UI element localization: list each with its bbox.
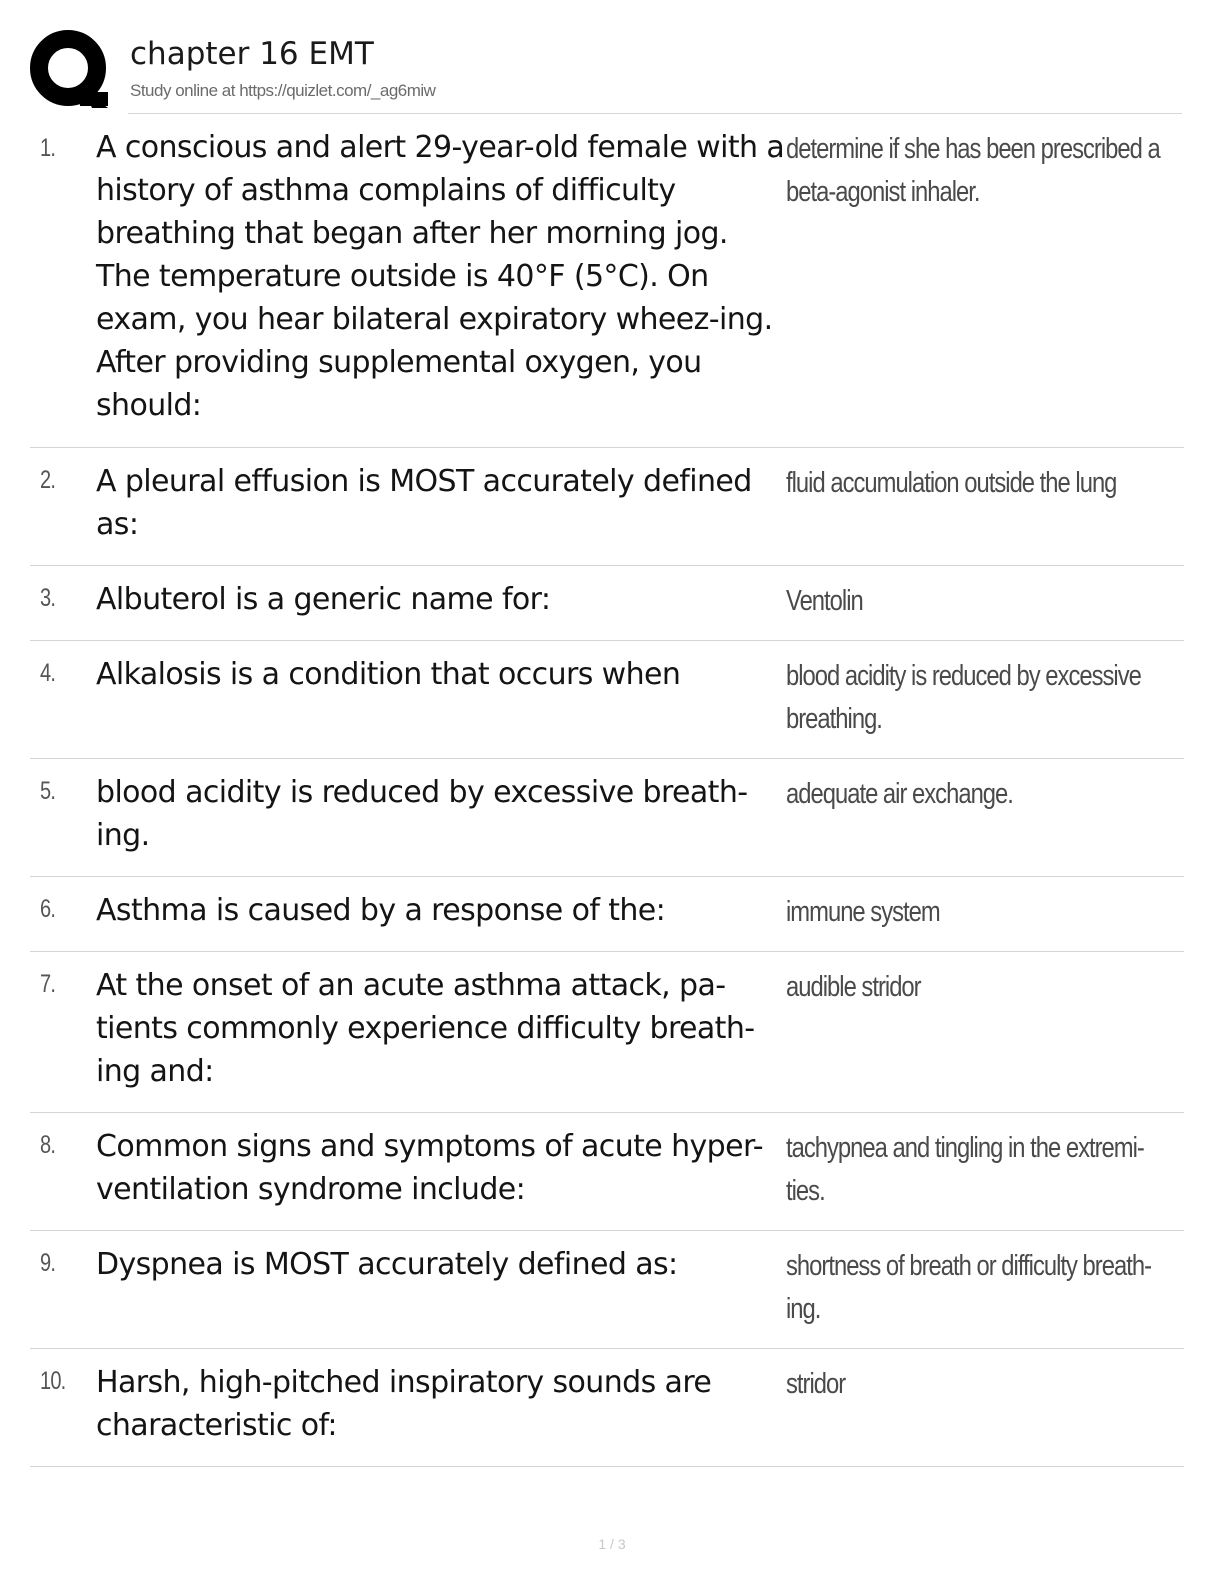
card-definition: determine if she has been prescribed a beta-agonist inhaler. xyxy=(786,133,1160,208)
card-number: 5. xyxy=(40,777,56,805)
card-definition: audible stridor xyxy=(786,971,921,1003)
flashcard-row xyxy=(30,1231,1184,1349)
flashcard-row xyxy=(30,952,1184,1113)
card-term: At the onset of an acute asthma attack, pa-tients commonly experience difficulty breath-ing and: xyxy=(96,968,755,1089)
flashcard-row xyxy=(30,448,1184,566)
card-term: Common signs and symptoms of acute hyper-ventilation syndrome include: xyxy=(96,1129,763,1207)
card-number: 7. xyxy=(40,970,56,998)
study-online-link[interactable]: Study online at https://quizlet.com/_ag6miw xyxy=(130,81,436,100)
card-number: 1. xyxy=(40,134,56,162)
page-title: chapter 16 EMT xyxy=(130,36,374,72)
flashcard-row xyxy=(30,759,1184,877)
header-divider xyxy=(128,113,1182,114)
card-term: Dyspnea is MOST accurately defined as: xyxy=(96,1247,678,1282)
card-definition: blood acidity is reduced by excessive breathing. xyxy=(786,660,1141,735)
card-definition: shortness of breath or difficulty breath-ing. xyxy=(786,1250,1152,1325)
flashcard-row xyxy=(30,877,1184,952)
card-term: Albuterol is a generic name for: xyxy=(96,582,551,617)
card-definition: Ventolin xyxy=(786,585,863,617)
page-header xyxy=(30,30,1190,114)
card-definition: stridor xyxy=(786,1368,846,1400)
flashcard-row xyxy=(30,1113,1184,1231)
card-term: Asthma is caused by a response of the: xyxy=(96,893,666,928)
card-term: Harsh, high-pitched inspiratory sounds are characteristic of: xyxy=(96,1365,712,1443)
card-definition: immune system xyxy=(786,896,940,928)
card-term: Alkalosis is a condition that occurs when xyxy=(96,657,681,692)
flashcard-row xyxy=(30,124,1184,448)
card-number: 2. xyxy=(40,466,56,494)
quizlet-q-logo-icon xyxy=(30,30,110,110)
card-number: 9. xyxy=(40,1249,56,1277)
card-definition: adequate air exchange. xyxy=(786,778,1013,810)
card-number: 4. xyxy=(40,659,56,687)
card-number: 8. xyxy=(40,1131,56,1159)
card-number: 6. xyxy=(40,895,56,923)
card-definition: tachypnea and tingling in the extremi-ties. xyxy=(786,1132,1144,1207)
card-definition: fluid accumulation outside the lung xyxy=(786,467,1117,499)
flashcard-row xyxy=(30,1349,1184,1467)
flashcard-row xyxy=(30,641,1184,759)
card-term: blood acidity is reduced by excessive breath-ing. xyxy=(96,775,748,853)
card-number: 3. xyxy=(40,584,56,612)
card-term: A pleural effusion is MOST accurately defined as: xyxy=(96,464,752,542)
flashcard-list xyxy=(30,124,1184,1467)
card-term: A conscious and alert 29-year-old female with a history of asthma complains of difficulty breathing that began after her morning jog. The temperature outside is 40°F (5°C). On exam, you hear bilateral expiratory wheez-ing. After providing supplemental oxygen, you should: xyxy=(96,130,785,423)
flashcard-row xyxy=(30,566,1184,641)
page-number: 1 / 3 xyxy=(598,1536,626,1552)
card-number: 10. xyxy=(40,1367,66,1395)
